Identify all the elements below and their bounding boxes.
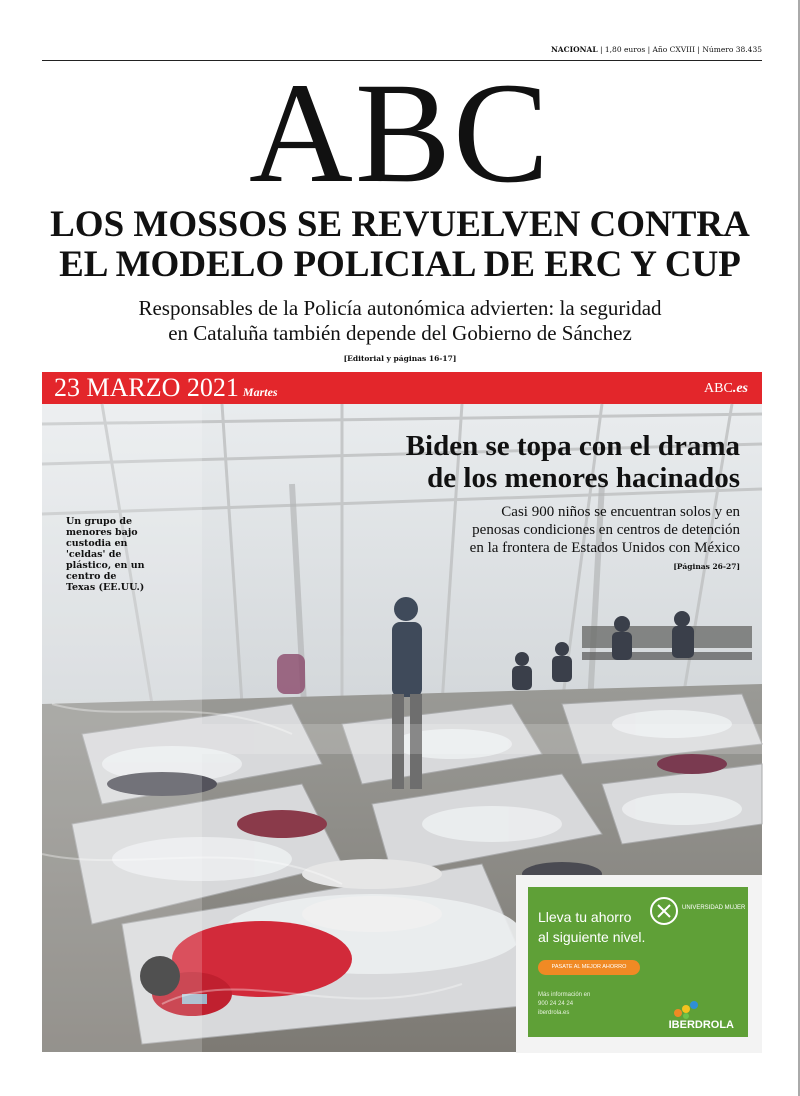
subhead-line-2: en Cataluña también depende del Gobierno de Sánchez bbox=[168, 321, 632, 345]
story-title-line-2: de los menores hacinados bbox=[427, 462, 740, 494]
date-text: 23 MARZO 2021 bbox=[54, 373, 239, 402]
main-page-reference: [Editorial y páginas 16-17] bbox=[343, 354, 457, 363]
headline-line-1: LOS MOSSOS SE REVUELVEN CONTRA bbox=[50, 204, 750, 245]
ad-cta-button[interactable]: PASATE AL MEJOR AHORRO bbox=[538, 960, 640, 975]
edition-info: NACIONAL | 1,80 euros | Año CXVIII | Número 38.435 bbox=[550, 45, 762, 54]
story-sub-line-3: en la frontera de Estados Unidos con México bbox=[469, 540, 740, 556]
ad-contact-line-2: 900 24 24 24 bbox=[538, 1001, 574, 1007]
site-prefix: ABC bbox=[704, 381, 733, 396]
edition-label: NACIONAL bbox=[550, 45, 598, 54]
year-label: Año CXVIII bbox=[652, 45, 696, 54]
issue-date bbox=[54, 374, 278, 406]
ad-brand: IBERDROLA bbox=[668, 1019, 734, 1031]
ad-tagline-line-2: al siguiente nivel. bbox=[538, 929, 646, 945]
site-suffix: .es bbox=[732, 381, 748, 396]
secondary-summary bbox=[360, 503, 740, 557]
main-subheadline bbox=[40, 296, 760, 346]
story-sub-line-2: penosas condiciones en centros de detención bbox=[472, 522, 740, 538]
main-headline[interactable] bbox=[40, 205, 760, 285]
price-label: 1,80 euros bbox=[604, 45, 646, 54]
secondary-headline[interactable] bbox=[330, 430, 740, 494]
website-label[interactable] bbox=[704, 381, 748, 397]
masthead-logo: ABC bbox=[248, 54, 552, 213]
advertisement[interactable] bbox=[516, 875, 762, 1053]
story-title-line-1: Biden se topa con el drama bbox=[405, 430, 740, 462]
weekday-text: Martes bbox=[242, 385, 278, 399]
ad-tagline bbox=[538, 907, 645, 947]
secondary-page-reference: [Páginas 26-27] bbox=[673, 562, 740, 571]
ad-partner-name: UNIVERSIDAD MUJER bbox=[682, 905, 746, 911]
photo-caption: Un grupo de menores bajo custodia en 'celdas' de plástico, en un centro de Texas (EE.UU.) bbox=[66, 516, 145, 593]
story-sub-line-1: Casi 900 niños se encuentran solos y en bbox=[501, 504, 740, 520]
issue-number: Número 38.435 bbox=[702, 45, 762, 54]
iberdrola-logo-icon bbox=[672, 999, 700, 1019]
ad-contact bbox=[538, 991, 590, 1018]
subhead-line-1: Responsables de la Policía autonómica advierten: la seguridad bbox=[138, 296, 662, 320]
date-bar bbox=[42, 372, 762, 404]
headline-line-2: EL MODELO POLICIAL DE ERC Y CUP bbox=[59, 244, 741, 285]
ad-contact-line-1: Más información en bbox=[538, 992, 591, 998]
ad-partner-logo-icon bbox=[648, 893, 746, 933]
ad-tagline-line-1: Lleva tu ahorro bbox=[538, 909, 632, 925]
ad-contact-line-3: iberdrola.es bbox=[538, 1010, 570, 1016]
ad-panel bbox=[528, 887, 748, 1037]
